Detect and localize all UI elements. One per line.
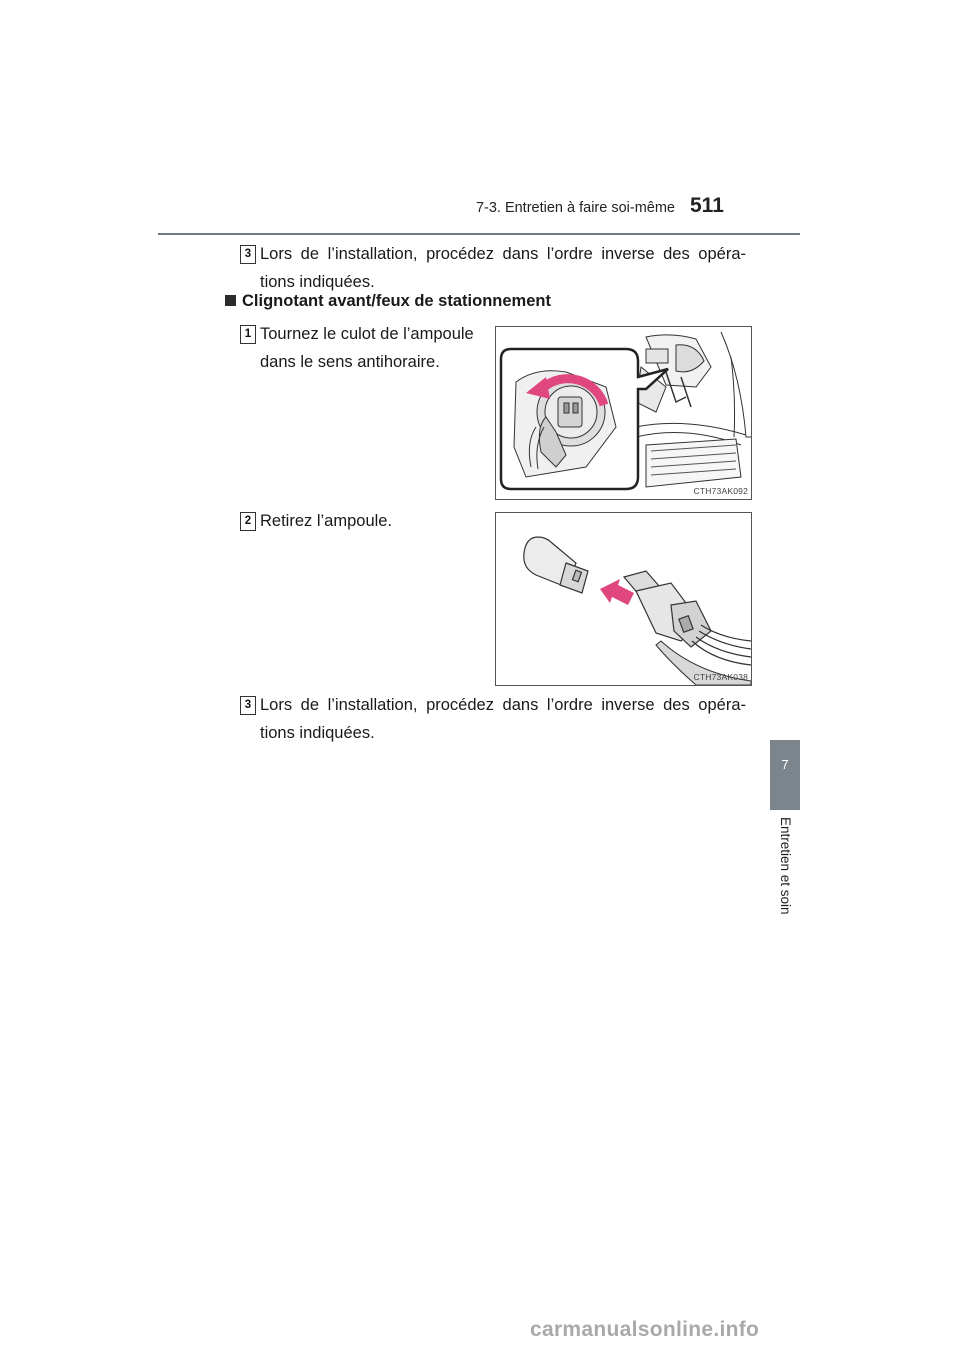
step-badge: 1 (240, 325, 256, 344)
step-text: Lors de l’installation, procédez dans l’ordre inverse des opéra-tions indiquées. (260, 245, 746, 291)
step-badge: 2 (240, 512, 256, 531)
step-text: Tournez le culot de l’ampoule dans le sens antihoraire. (260, 325, 474, 371)
chapter-tab-label-text: Entretien et soin (778, 817, 793, 915)
headlight-socket-illustration (496, 327, 751, 499)
watermark: carmanualsonline.info (530, 1318, 760, 1341)
bulb-removal-illustration (496, 513, 751, 685)
step-badge: 3 (240, 245, 256, 264)
figure-headlight-socket (495, 326, 752, 500)
heading-bullet-icon (225, 295, 236, 306)
section-heading (225, 292, 551, 311)
step-text: Retirez l’ampoule. (260, 512, 393, 530)
page-number: 511 (690, 194, 724, 217)
step-badge: 3 (240, 696, 256, 715)
chapter-tab (770, 740, 800, 810)
header-section-title: 7-3. Entretien à faire soi-même (475, 200, 675, 216)
figure-code: CTH73AK092 (693, 486, 748, 496)
chapter-tab-label (770, 817, 800, 927)
step-text: Lors de l’installation, procédez dans l’ordre inverse des opéra-tions indiquées. (260, 696, 746, 742)
header-rule (158, 233, 800, 235)
figure-code: CTH73AK038 (693, 672, 748, 682)
figure-bulb-removal (495, 512, 752, 686)
section-heading-text: Clignotant avant/feux de stationnement (242, 292, 551, 310)
chapter-tab-number: 7 (781, 757, 789, 772)
